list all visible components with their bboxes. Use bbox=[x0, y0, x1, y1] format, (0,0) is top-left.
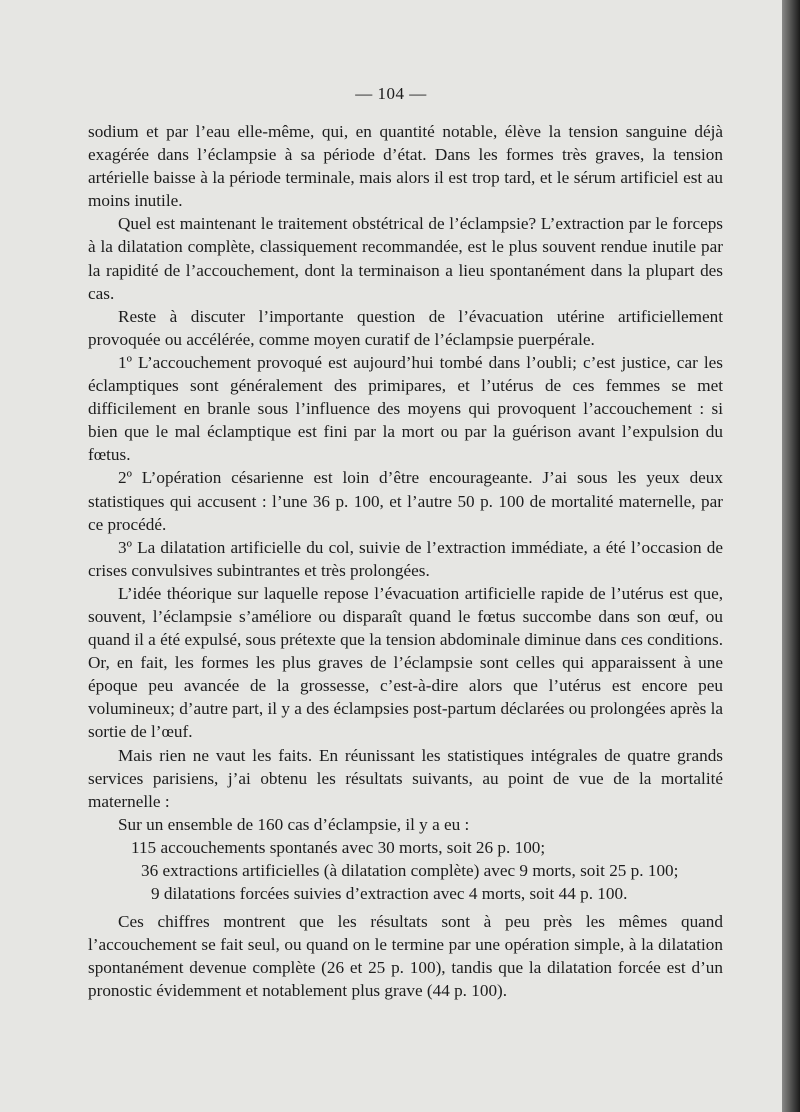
body-text bbox=[88, 120, 723, 1003]
paragraph-uterine-evacuation: Reste à discuter l’importante question de l’évacuation utérine artificiellement provoquée ou accélérée, comme moyen curatif de l’éclampsie puerpérale. bbox=[88, 306, 723, 349]
paragraph-theory: L’idée théorique sur laquelle repose l’évacuation artificielle rapide de l’utérus est que, souvent, l’éclampsie s’améliore ou disparaît quand le fœtus succombe dans son œuf, ou quand il a été expulsé, sous prétexte que la tension abdominale diminue dans ces conditions. Or, en fait, les formes les plus graves de l’éclampsie sont celles qui apparaissent à une époque peu avancée de la grossesse, c’est-à-dire alors que l’utérus est encore peu volumineux; d’autre part, il y a des éclampsies post-partum déclarées ou prolongées après la sortie de l’œuf. bbox=[88, 583, 723, 742]
paragraph-conclusion: Ces chiffres montrent que les résultats sont à peu près les mêmes quand l’accouchement se fait seul, ou quand on le termine par une opération simple, à la dilatation spontanément devenue complète (26 et 25 p. 100), tandis que la dilatation forcée est d’un pronostic évidemment et notablement plus grave (44 p. 100). bbox=[88, 912, 723, 1001]
page-number: — 104 — bbox=[355, 84, 427, 103]
paragraph-facts: Mais rien ne vaut les faits. En réunissant les statistiques intégrales de quatre grands services parisiens, j’ai obtenu les résultats suivants, au point de vue de la mortalité maternelle : bbox=[88, 745, 723, 811]
statistics-row: 115 accouchements spontanés avec 30 morts, soit 26 p. 100; bbox=[131, 837, 546, 857]
statistics-intro: Sur un ensemble de 160 cas d’éclampsie, il y a eu : bbox=[118, 814, 470, 834]
paragraph-continuation: sodium et par l’eau elle-même, qui, en quantité notable, élève la tension sanguine déjà exagérée dans l’éclampsie à sa période d’état. Dans les formes très graves, la tension artérielle baisse à la période terminale, mais alors il est trop tard, et le sérum artificiel est au moins inutile. bbox=[88, 122, 723, 211]
statistics-list bbox=[118, 813, 723, 905]
paragraph-provoked-delivery: 1º L’accouchement provoqué est aujourd’hui tombé dans l’oubli; c’est justice, car les éclamptiques sont généralement des primipares, et l’utérus de ces femmes se met difficilement en branle sous l’influence des moyens qui provoquent l’accouchement : si bien que le mal éclamptique est fini par la mort ou par la guérison avant l’expulsion du fœtus. bbox=[88, 352, 723, 465]
paragraph-obstetric-treatment: Quel est maintenant le traitement obstétrical de l’éclampsie? L’extraction par le forceps à la dilatation complète, classiquement recommandée, est le plus souvent rendue inutile par la rapidité de l’accouchement, dont la terminaison a lieu spontanément dans la plupart des cas. bbox=[88, 214, 723, 303]
paragraph-artificial-dilatation: 3º La dilatation artificielle du col, suivie de l’extraction immédiate, a été l’occasion de crises convulsives subintrantes et très prolongées. bbox=[88, 537, 723, 580]
statistics-row: 36 extractions artificielles (à dilatation complète) avec 9 morts, soit 25 p. 100; bbox=[141, 861, 679, 880]
statistics-row: 9 dilatations forcées suivies d’extraction avec 4 morts, soit 44 p. 100. bbox=[151, 884, 628, 904]
scan-edge-shadow bbox=[782, 0, 800, 1112]
paragraph-caesarean: 2º L’opération césarienne est loin d’être encourageante. J’ai sous les yeux deux statistiques qui accusent : l’une 36 p. 100, et l’autre 50 p. 100 de mortalité maternelle, par ce procédé. bbox=[88, 468, 723, 534]
